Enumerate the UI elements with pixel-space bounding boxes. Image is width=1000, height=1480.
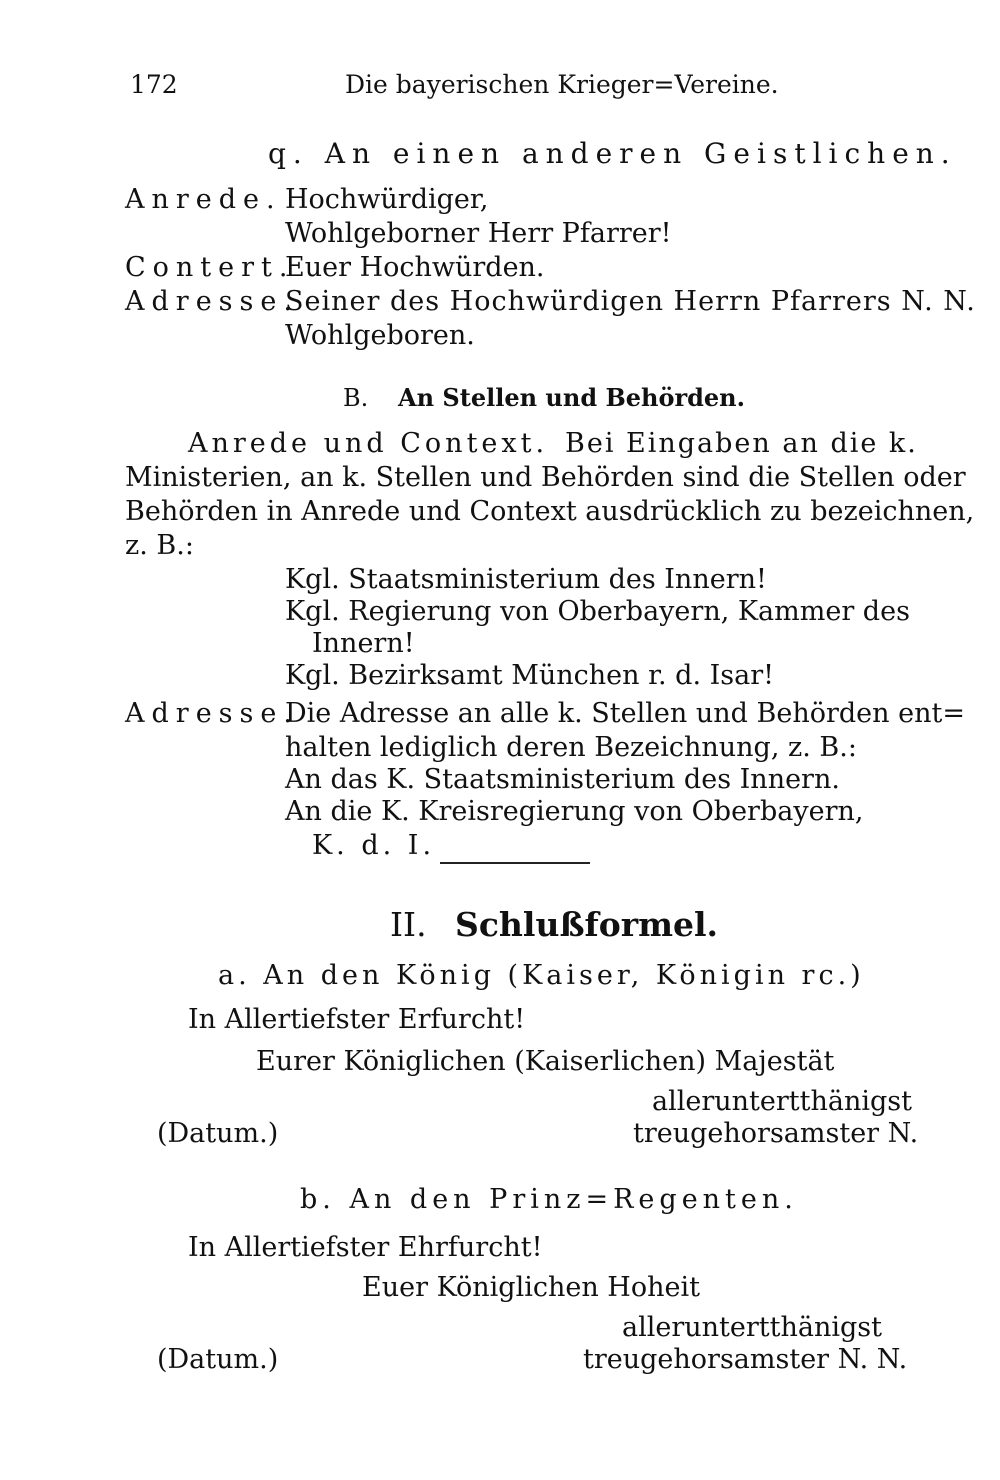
example-1: Kgl. Staatsministerium des Innern! xyxy=(285,564,767,595)
regent-line-1: In Allertiefster Ehrfurcht! xyxy=(188,1232,543,1263)
adresse-example-1: An das K. Staatsministerium des Innern. xyxy=(285,764,840,795)
regent-line-3: alleruntertthänigst xyxy=(622,1312,882,1343)
regent-line-4: treugehorsamster N. N. xyxy=(583,1344,908,1375)
koenig-line-4: treugehorsamster N. xyxy=(633,1118,919,1149)
page-number: 172 xyxy=(130,70,178,99)
koenig-heading: a. An den König (Kaiser, Königin rc.) xyxy=(218,960,865,991)
paragraph-label: Anrede und Context. xyxy=(188,428,549,459)
paragraph-line-4: z. B.: xyxy=(125,530,194,561)
section-heading-stellen: An Stellen und Behörden. xyxy=(398,383,745,412)
section-heading-geistlicher: q. An einen anderen Geistlichen. xyxy=(268,137,957,170)
anrede-text-2: Wohlgeborner Herr Pfarrer! xyxy=(285,218,672,249)
regent-line-2: Euer Königlichen Hoheit xyxy=(362,1272,700,1303)
label-context: Contert. xyxy=(125,252,295,283)
example-3: Kgl. Bezirksamt München r. d. Isar! xyxy=(285,660,775,691)
paragraph-line-2: Ministerien, an k. Stellen und Behörden sind die Stellen oder xyxy=(125,462,966,493)
adresse-stellen-2: halten lediglich deren Bezeichnung, z. B.: xyxy=(285,732,857,763)
regent-datum: (Datum.) xyxy=(157,1344,279,1375)
running-title: Die bayerischen Krieger=Vereine. xyxy=(345,70,779,99)
adresse-stellen-1: Die Adresse an alle k. Stellen und Behörden ent= xyxy=(285,698,965,729)
label-adresse: Adresse. xyxy=(125,286,299,317)
koenig-line-1: In Allertiefster Erfurcht! xyxy=(188,1004,526,1035)
anrede-text-1: Hochwürdiger, xyxy=(285,184,489,215)
adresse-text-2: Wohlgeboren. xyxy=(285,320,475,351)
adresse-text-1: Seiner des Hochwürdigen Herrn Pfarrers N. N. xyxy=(285,286,976,317)
context-text: Euer Hochwürden. xyxy=(285,252,545,283)
label-anrede: Anrede. xyxy=(125,184,282,215)
adresse-example-2-line-2: K. d. I. xyxy=(312,830,436,861)
koenig-line-2: Eurer Königlichen (Kaiserlichen) Majestät xyxy=(256,1046,835,1077)
koenig-datum: (Datum.) xyxy=(157,1118,279,1149)
regent-heading: b. An den Prinz=Regenten. xyxy=(300,1184,798,1215)
section-title: Schlußformel. xyxy=(455,905,719,944)
section-letter-b: B. xyxy=(343,384,369,412)
paragraph-line-3: Behörden in Anrede und Context ausdrücklich zu bezeichnen, xyxy=(125,496,975,527)
label-adresse-stellen: Adresse. xyxy=(125,698,299,729)
example-2-line-1: Kgl. Regierung von Oberbayern, Kammer des xyxy=(285,596,910,627)
section-numeral: II. xyxy=(390,905,427,944)
example-2-line-2: Innern! xyxy=(312,628,415,659)
section-divider xyxy=(440,862,590,864)
paragraph-line-1: Bei Eingaben an die k. xyxy=(565,428,918,459)
koenig-line-3: alleruntertthänigst xyxy=(652,1086,912,1117)
adresse-example-2-line-1: An die K. Kreisregierung von Oberbayern, xyxy=(285,796,864,827)
